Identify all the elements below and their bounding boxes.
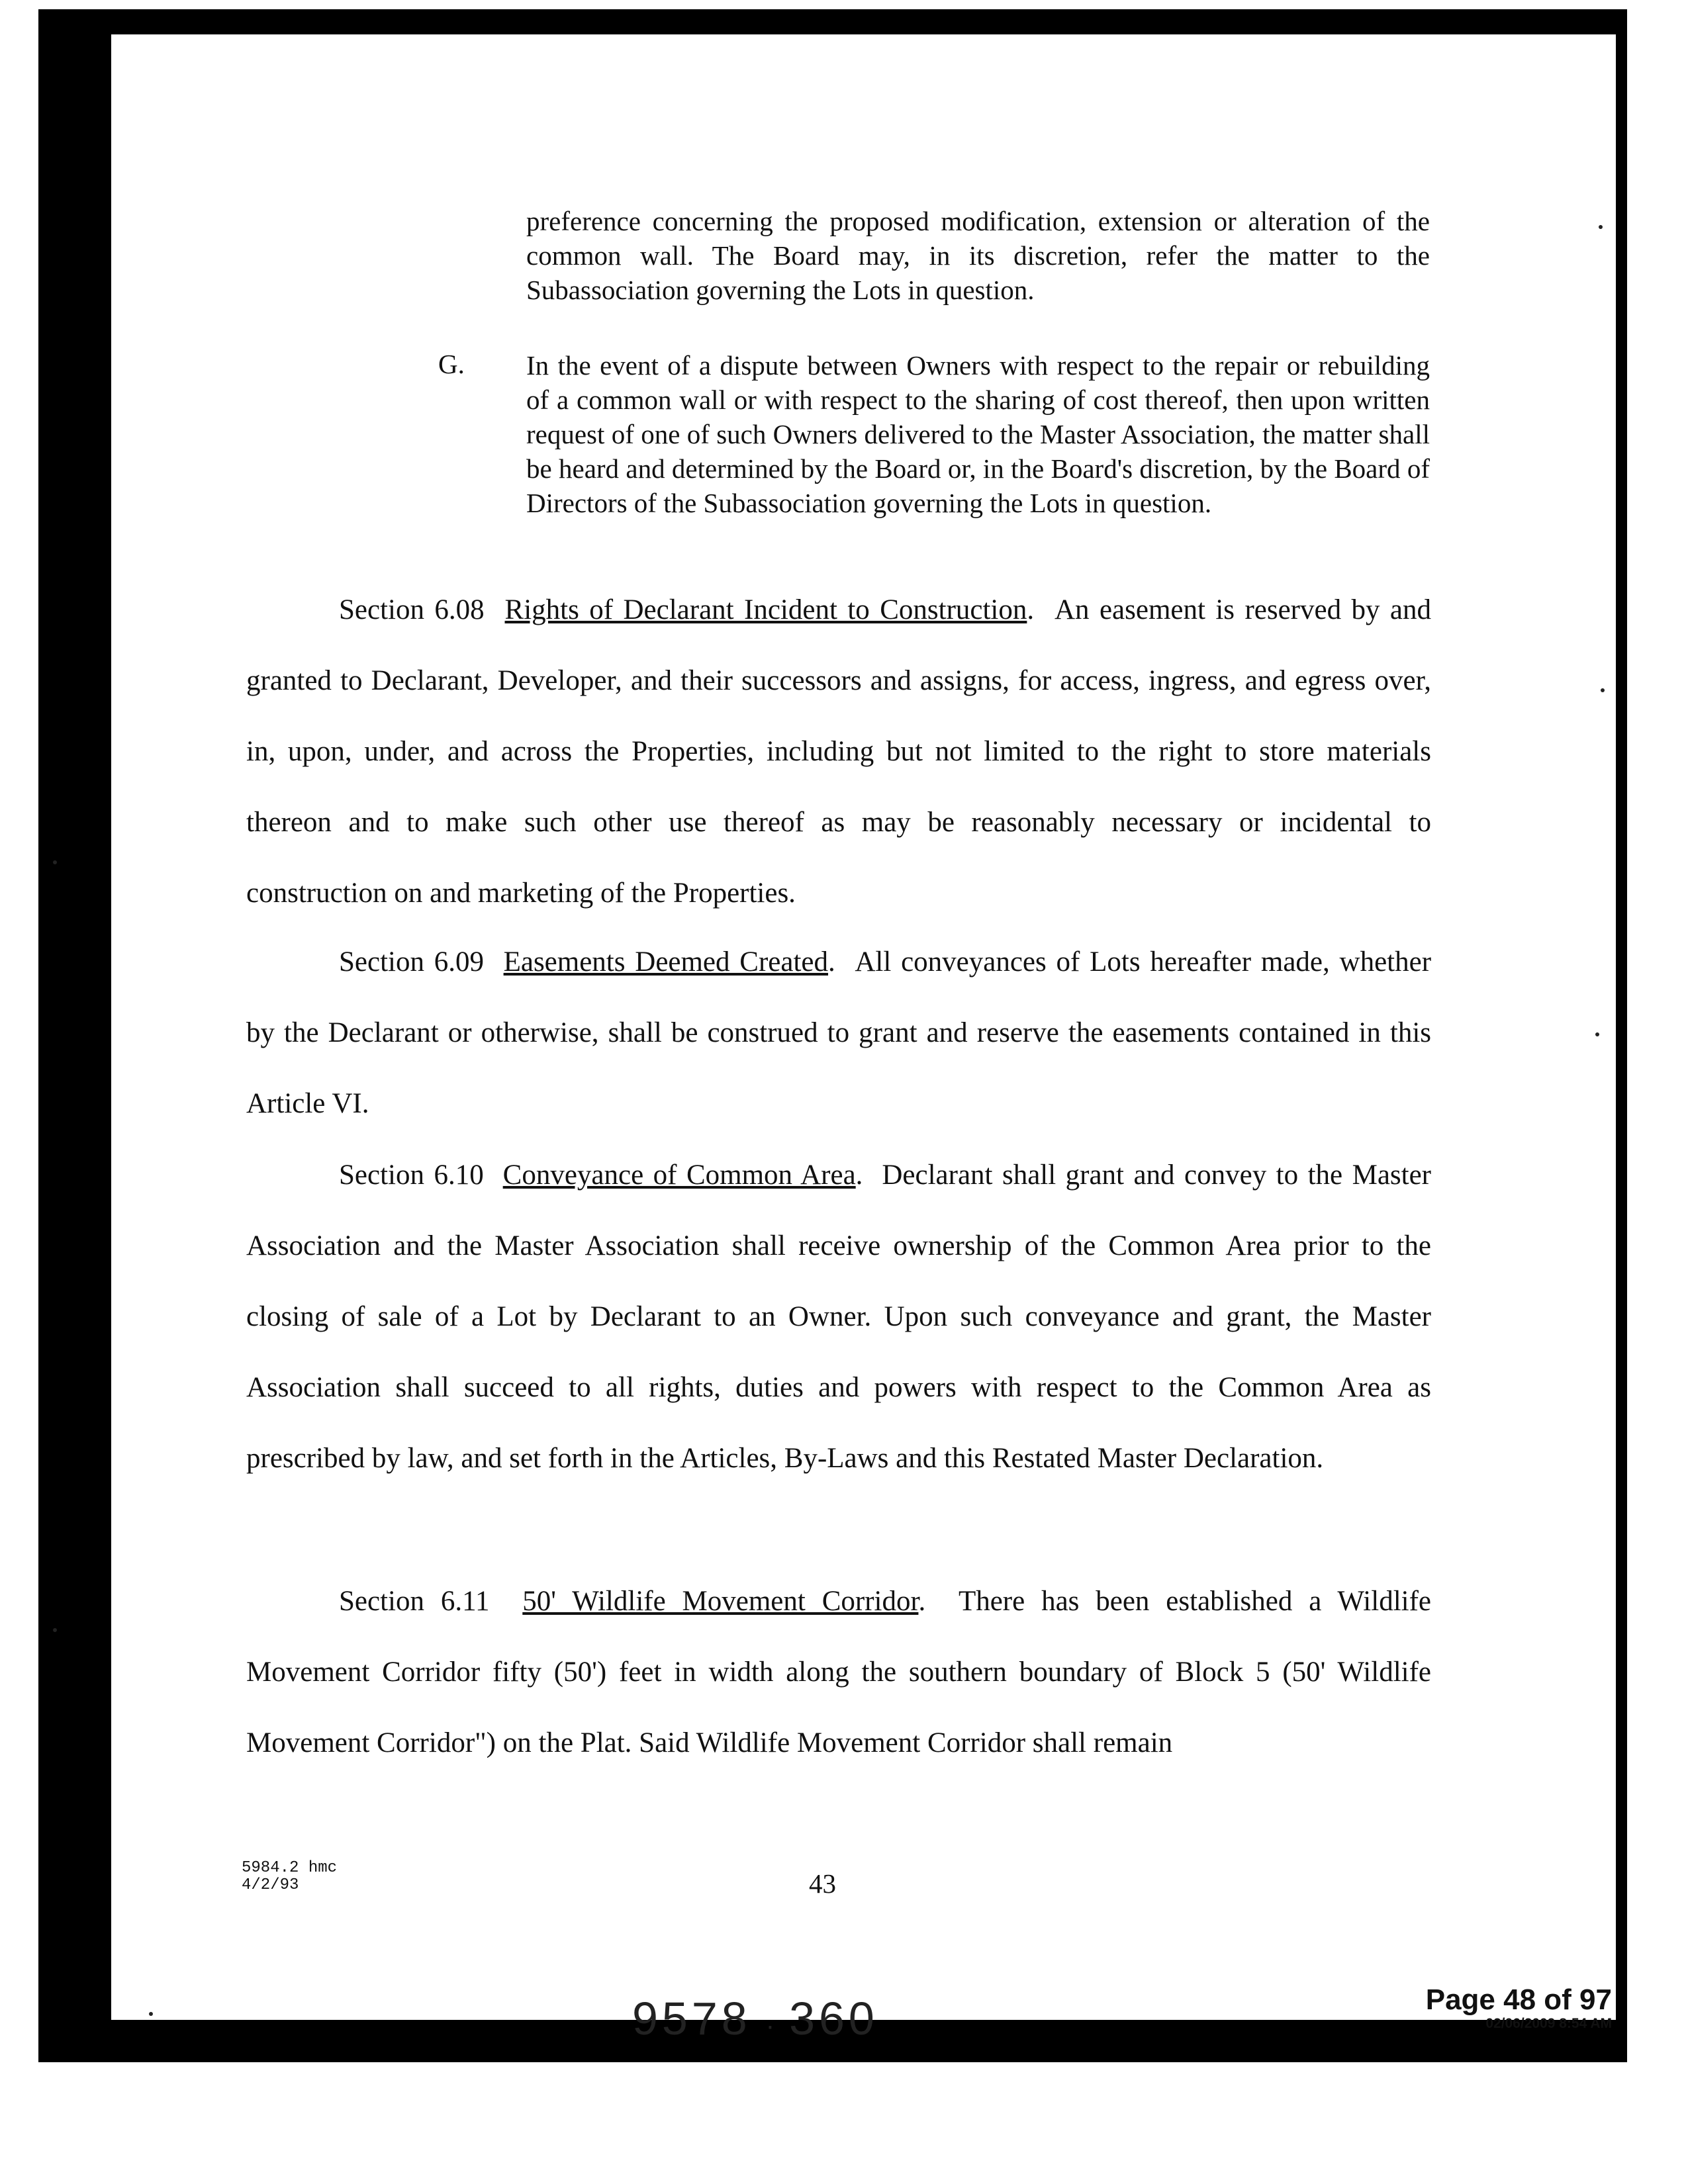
page-of-timestamp: 02/06/2009 8:54 AM [1485,2016,1612,2031]
page-number: 43 [809,1868,836,1899]
section-title: Easements Deemed Created [503,946,829,978]
scan-speck [53,860,57,864]
section-title: 50' Wildlife Movement Corridor [522,1586,919,1617]
scan-speck [1595,1032,1599,1036]
file-code: 5984.2 hmc [242,1859,338,1877]
paragraph-f-continuation: preference concerning the proposed modification, extension or alteration of the common wall. The Board may, in its discretion, refer the matter to the Subassociation governing the Lots in question. [526,206,1430,305]
file-date: 4/2/93 [242,1876,299,1894]
scan-speck [1601,688,1605,692]
stamp-book: 9578 [632,1993,751,2044]
scan-speck [149,2012,153,2016]
section-number: Section 6.09 [339,946,485,978]
section-number: Section 6.11 [339,1586,490,1617]
section-body: There has been established a Wildlife Movement Corridor fifty (50') feet in width along the southern boundary of Block 5 (50' Wildlife Movement Corridor") on the Plat. Said Wildlife Movement Corridor shall remain [246,1586,1431,1758]
section-body: All conveyances of Lots hereafter made, whether by the Declarant or otherwise, shall be construed to grant and reserve the easements contained in this Article VI. [246,946,1432,1119]
section-number: Section 6.10 [339,1160,484,1191]
page-of-text: Page 48 of 97 [1425,1983,1612,2016]
item-g-text: In the event of a dispute between Owners with respect to the repair or rebuilding of a common wall or with respect to the sharing of cost thereof, then upon written request of one of such Owners delivered to the Master Association, the matter shall be heard and determined by the Board or, in the Board's discretion, by the Board of Directors of the Subassociation governing the Lots in question. [526,350,1430,518]
stamp-separator: · [765,2011,775,2040]
section-body: Declarant shall grant and convey to the Master Association and the Master Association shall receive ownership of the Common Area prior to the closing of sale of a Lot by Declarant to an Owner. Upon such conveyance and grant, the Master Association shall succeed to all rights, duties and powers with respect to the Common Area as prescribed by law, and set forth in the Articles, By-Laws and this Restated Master Declaration. [246,1160,1432,1474]
scan-speck [53,1628,57,1632]
page-of-label [1426,1984,1612,2032]
stamp-page: 360 [789,1993,878,2044]
section-6-09: Section 6.09 Easements Deemed Created. All conveyances of Lots hereafter made, whether by the Declarant or otherwise, shall be construed to grant and reserve the easements contained in this Article VI. [246,946,1432,1119]
footer-file-code [242,1860,337,1894]
recording-stamp [632,1992,878,2045]
scan-speck [1599,225,1603,229]
section-6-08: Section 6.08 Rights of Declarant Incident to Construction. An easement is reserved by and granted to Declarant, Developer, and their successors and assigns, for access, ingress, and egress over, in, upon, under, and across the Properties, including but not limited to the right to store materials thereon and to make such other use thereof as may be reasonably necessary or incidental to construction on and marketing of the Properties. [246,594,1432,909]
section-6-11: Section 6.11 50' Wildlife Movement Corridor. There has been established a Wildlife Movement Corridor fifty (50') feet in width along the southern boundary of Block 5 (50' Wildlife Movement Corridor") on the Plat. Said Wildlife Movement Corridor shall remain [246,1586,1431,1758]
section-title: Rights of Declarant Incident to Construction [504,594,1027,625]
item-g-letter: G. [438,349,465,379]
section-body: An easement is reserved by and granted to Declarant, Developer, and their successors and assigns, for access, ingress, and egress over, in, upon, under, and across the Properties, including but not limited to the right to store materials thereon and to make such other use thereof as may be reasonably necessary or incidental to construction on and marketing of the Properties. [246,594,1432,909]
section-number: Section 6.08 [339,594,485,625]
section-title: Conveyance of Common Area [502,1160,856,1191]
section-6-10: Section 6.10 Conveyance of Common Area. Declarant shall grant and convey to the Master Association and the Master Association shall receive ownership of the Common Area prior to the closing of sale of a Lot by Declarant to an Owner. Upon such conveyance and grant, the Master Association shall succeed to all rights, duties and powers with respect to the Common Area as prescribed by law, and set forth in the Articles, By-Laws and this Restated Master Declaration. [246,1160,1432,1474]
